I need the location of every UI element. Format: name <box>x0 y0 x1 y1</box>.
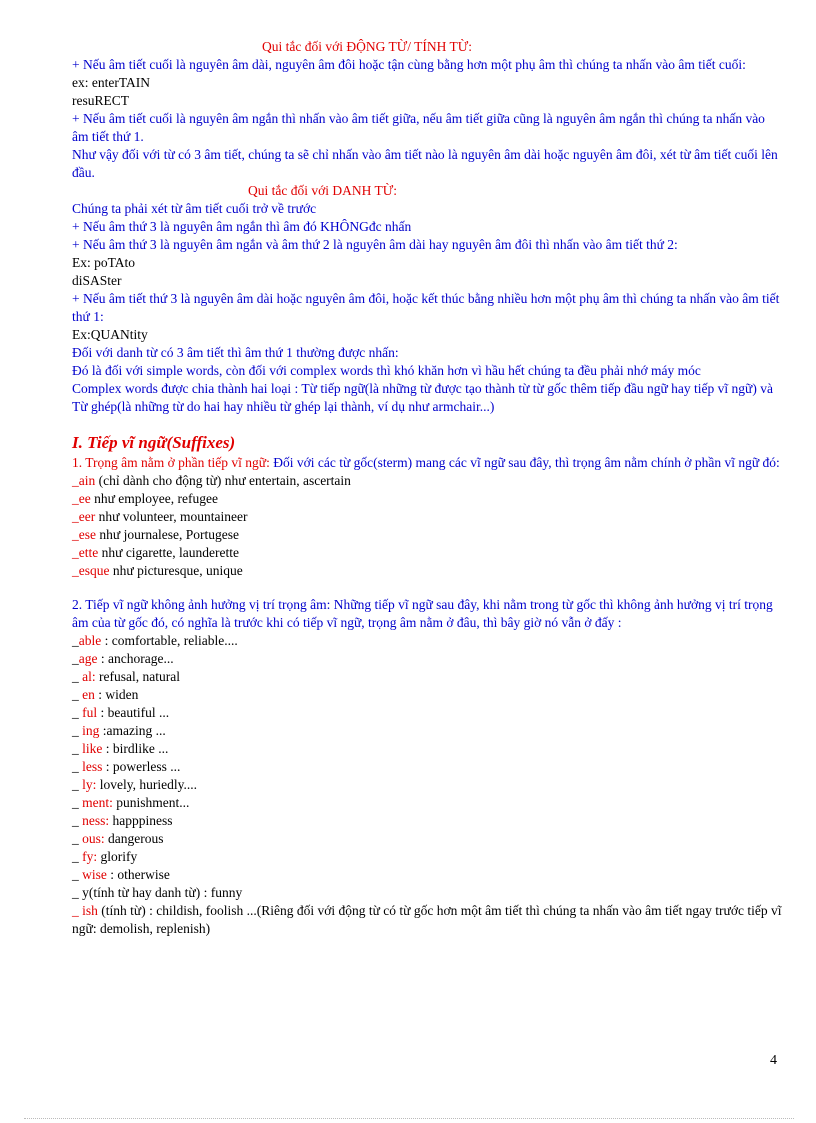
noun-rule-2: + Nếu âm thứ 3 là nguyên âm ngắn và âm thứ 2 là nguyên âm dài hay nguyên âm đôi thì nhấn vào âm tiết thứ 2: <box>72 237 678 252</box>
suffix-label: _ain <box>72 473 96 488</box>
list-item <box>72 722 782 740</box>
list-item <box>72 668 782 686</box>
suffix-dash: _ <box>72 867 83 882</box>
suffix-label: able <box>78 633 102 648</box>
suffix-dash: _ <box>72 723 83 738</box>
list-item <box>72 740 782 758</box>
suffix-label: wise <box>82 867 107 882</box>
list-item <box>72 490 782 508</box>
suffix-label: less <box>82 759 103 774</box>
suffix-example: như volunteer, mountaineer <box>95 509 248 524</box>
list-item <box>72 544 782 562</box>
list-item <box>72 812 782 830</box>
verb-rule-3: Như vậy đối với từ có 3 âm tiết, chúng ta sẽ chỉ nhấn vào âm tiết nào là nguyên âm dài hoặc nguyên âm đôi, xét từ âm tiết cuối lên đầu. <box>72 147 778 180</box>
suffix-dash: _ <box>72 759 83 774</box>
suffix-dash: _ <box>72 831 83 846</box>
noun-example-3: Ex:QUANtity <box>72 327 148 342</box>
verb-rules-title: Qui tắc đối với ĐỘNG TỪ/ TÍNH TỪ: <box>262 39 472 54</box>
suffix-list-1 <box>72 472 782 580</box>
noun-rule-3: + Nếu âm tiết thứ 3 là nguyên âm dài hoặc nguyên âm đôi, hoặc kết thúc bằng nhiều hơn một phụ âm thì chúng ta nhấn vào âm tiết thứ 1: <box>72 291 780 324</box>
noun-rule-1: + Nếu âm thứ 3 là nguyên âm ngắn thì âm đó KHÔNGđc nhấn <box>72 219 412 234</box>
list-item <box>72 472 782 490</box>
verb-rule-2: + Nếu âm tiết cuối là nguyên âm ngắn thì nhấn vào âm tiết giữa, nếu âm tiết giữa cũng là nguyên âm ngắn thì chúng ta nhấn vào âm tiết thứ 1. <box>72 111 765 144</box>
suffix-dash: _ <box>72 777 83 792</box>
suffix-dash: _ <box>72 633 79 648</box>
suffix-example: :amazing ... <box>99 723 166 738</box>
noun-rule-4: Đối với danh từ có 3 âm tiết thì âm thứ 1 thường được nhấn: <box>72 345 399 360</box>
list-item <box>72 830 782 848</box>
suffix-example: (tính từ) : childish, foolish ...(Riêng đối với động từ có từ gốc hơn một âm tiết thì chúng ta nhấn vào âm tiết ngay trước tiếp vĩ ngữ: demolish, replenish) <box>72 903 782 936</box>
list-item <box>72 650 782 668</box>
suffix-dash: _ <box>72 741 83 756</box>
suffix-example: happpiness <box>109 813 173 828</box>
suffix-dash: _ <box>72 849 83 864</box>
suffix-dash: _ <box>72 795 83 810</box>
suffix-label: _ese <box>72 527 96 542</box>
verb-example-2: resuRECT <box>72 93 129 108</box>
noun-rule-5: Đó là đối với simple words, còn đối với complex words thì khó khăn hơn vì hầu hết chúng ta đều phải nhớ máy móc <box>72 363 701 378</box>
suffix-label: en <box>82 687 95 702</box>
suffix-example: : widen <box>94 687 139 702</box>
suffix-dash: _ <box>72 669 83 684</box>
document-page <box>72 38 782 938</box>
suffix-example: punishment... <box>112 795 190 810</box>
list-item <box>72 794 782 812</box>
suffix-example: dangerous <box>104 831 164 846</box>
section-heading-suffixes: I. Tiếp vĩ ngữ(Suffixes) <box>72 433 236 452</box>
verb-rule-1: + Nếu âm tiết cuối là nguyên âm dài, nguyên âm đôi hoặc tận cùng bằng hơn một phụ âm thì chúng ta nhấn vào âm tiết cuối: <box>72 57 746 72</box>
spacer <box>72 580 782 596</box>
list-item <box>72 758 782 776</box>
suffix-label: ous: <box>82 831 105 846</box>
suffix-intro-1-label: 1. Trọng âm nằm ở phần tiếp vĩ ngữ: <box>72 455 270 470</box>
noun-intro: Chúng ta phải xét từ âm tiết cuối trở về trước <box>72 201 317 216</box>
suffix-dash: _ <box>72 687 83 702</box>
suffix-intro-1 <box>72 454 782 472</box>
suffix-label: _eer <box>72 509 96 524</box>
noun-rules-title: Qui tắc đối với DANH TỪ: <box>248 183 397 198</box>
suffix-example: như picturesque, unique <box>109 563 243 578</box>
list-item-y: _ y(tính từ hay danh từ) : funny <box>72 885 243 900</box>
list-item <box>72 526 782 544</box>
list-item <box>72 508 782 526</box>
suffix-label: ing <box>82 723 100 738</box>
page-number: 4 <box>770 1053 777 1068</box>
suffix-label: _esque <box>72 563 110 578</box>
verb-example-1: ex: enterTAIN <box>72 75 151 90</box>
suffix-label: like <box>82 741 103 756</box>
suffix-label: ness: <box>82 813 110 828</box>
list-item <box>72 776 782 794</box>
suffix-example: refusal, natural <box>95 669 180 684</box>
list-item <box>72 562 782 580</box>
noun-example-2: diSASter <box>72 273 122 288</box>
list-item <box>72 686 782 704</box>
suffix-example: lovely, huriedly.... <box>96 777 197 792</box>
suffix-example: : birdlike ... <box>102 741 169 756</box>
suffix-example: : anchorage... <box>97 651 174 666</box>
noun-rule-6: Complex words được chia thành hai loại : Từ tiếp ngữ(là những từ được tạo thành từ từ gốc thêm tiếp đầu ngữ hay tiếp vĩ ngữ) và Từ ghép(là những từ do hai hay nhiều từ ghép lại thành, ví dụ như armchair...) <box>72 381 773 414</box>
list-item <box>72 632 782 650</box>
suffix-label: _ ish <box>72 903 98 918</box>
suffix-example: : beautiful ... <box>97 705 170 720</box>
suffix-example: : powerless ... <box>102 759 181 774</box>
suffix-list-2 <box>72 632 782 938</box>
suffix-example: : otherwise <box>106 867 170 882</box>
suffix-label: age <box>78 651 98 666</box>
suffix-example: như employee, refugee <box>90 491 218 506</box>
list-item <box>72 704 782 722</box>
suffix-intro-2: 2. Tiếp vĩ ngữ không ảnh hưởng vị trí trọng âm: Những tiếp vĩ ngữ sau đây, khi nằm trong từ gốc thì không ảnh hưởng vị trí trọng âm của từ gốc đó, có nghĩa là trước khi có tiếp vĩ ngữ, trọng âm nằm ở đâu, thì bây giờ nó vẫn ở đấy : <box>72 597 773 630</box>
suffix-label: ment: <box>82 795 113 810</box>
suffix-example: như journalese, Portugese <box>96 527 240 542</box>
suffix-label: ful <box>82 705 98 720</box>
noun-example-1: Ex: poTAto <box>72 255 136 270</box>
suffix-intro-1-text: Đối với các từ gốc(sterm) mang các vĩ ngữ sau đây, thì trọng âm nằm chính ở phần vĩ ngữ đó: <box>269 455 780 470</box>
suffix-example: : comfortable, reliable.... <box>101 633 238 648</box>
suffix-label: al: <box>82 669 96 684</box>
list-item <box>72 866 782 884</box>
list-item <box>72 848 782 866</box>
suffix-dash: _ <box>72 651 79 666</box>
suffix-label: _ette <box>72 545 99 560</box>
suffix-label: fy: <box>82 849 98 864</box>
suffix-dash: _ <box>72 705 83 720</box>
suffix-label: _ee <box>72 491 91 506</box>
list-item-ish <box>72 902 782 938</box>
footer-divider <box>24 1118 794 1119</box>
suffix-dash: _ <box>72 813 83 828</box>
suffix-example: (chỉ dành cho động từ) như entertain, ascertain <box>95 473 351 488</box>
suffix-example: glorify <box>97 849 138 864</box>
suffix-label: ly: <box>82 777 97 792</box>
suffix-example: như cigarette, launderette <box>98 545 239 560</box>
